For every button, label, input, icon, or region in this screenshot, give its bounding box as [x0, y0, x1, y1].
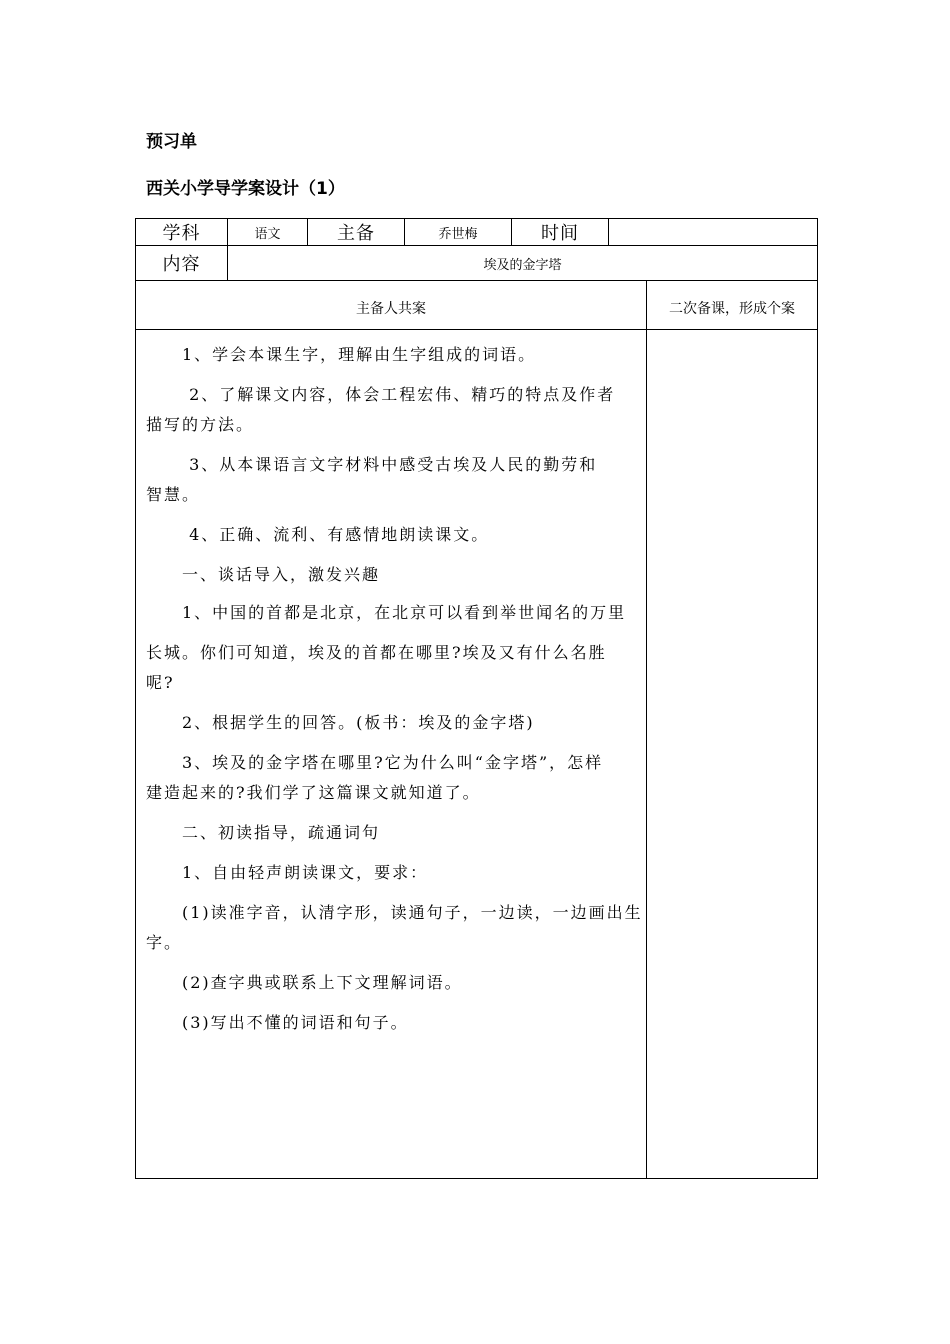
lesson-plan-table	[135, 218, 818, 1179]
subject-label: 学科	[136, 219, 228, 246]
second-plan-header: 二次备课，形成个案	[647, 281, 818, 330]
lesson-text-line: (3)写出不懂的词语和句子。	[146, 1013, 409, 1032]
lesson-text-line: 长城。你们可知道，埃及的首都在哪里?埃及又有什么名胜	[146, 643, 607, 662]
subject-value: 语文	[228, 219, 308, 246]
lesson-text-line: 建造起来的?我们学了这篇课文就知道了。	[146, 783, 481, 802]
document-subtitle: 西关小学导学案设计（1）	[146, 179, 345, 199]
lesson-text-line: 智慧。	[146, 485, 201, 504]
lead-label: 主备	[308, 219, 405, 246]
content-value: 埃及的金字塔	[228, 246, 818, 281]
lesson-text-line: 呢?	[146, 673, 175, 692]
content-label: 内容	[136, 246, 228, 281]
lesson-text-line: 1、中国的首都是北京，在北京可以看到举世闻名的万里	[146, 603, 627, 622]
document-title: 预习单	[146, 132, 197, 152]
lesson-text-line: 1、学会本课生字，理解由生字组成的词语。	[146, 345, 537, 364]
lead-value: 乔世梅	[405, 219, 512, 246]
time-value	[609, 219, 818, 246]
lesson-text-line: 2、根据学生的回答。(板书：埃及的金字塔)	[146, 713, 535, 732]
lesson-text-line: 3、从本课语言文字材料中感受古埃及人民的勤劳和	[146, 455, 598, 474]
shared-plan-header: 主备人共案	[136, 281, 647, 330]
lesson-text-line: 一、谈话导入，激发兴趣	[146, 565, 381, 584]
lesson-text-line: 描写的方法。	[146, 415, 255, 434]
plan-body-row	[136, 330, 818, 1179]
lesson-text-line: 2、了解课文内容，体会工程宏伟、精巧的特点及作者	[146, 385, 616, 404]
time-label: 时间	[512, 219, 609, 246]
plan-header-row	[136, 281, 818, 330]
second-plan-content	[647, 330, 818, 1179]
lesson-text-line: 二、初读指导，疏通词句	[146, 823, 381, 842]
lesson-text-line: 4、正确、流利、有感情地朗读课文。	[146, 525, 490, 544]
lesson-text-line: 字。	[146, 933, 183, 952]
lesson-text-line: 3、埃及的金字塔在哪里?它为什么叫“金字塔”，怎样	[146, 753, 604, 772]
shared-plan-content	[136, 330, 647, 1179]
lesson-text-line: (1)读准字音，认清字形，读通句子，一边读，一边画出生	[146, 903, 643, 922]
info-row-2	[136, 246, 818, 281]
info-row-1	[136, 219, 818, 246]
lesson-text	[136, 330, 646, 1034]
lesson-text-line: 1、自由轻声朗读课文，要求：	[146, 863, 429, 882]
lesson-text-line: (2)查字典或联系上下文理解词语。	[146, 973, 463, 992]
